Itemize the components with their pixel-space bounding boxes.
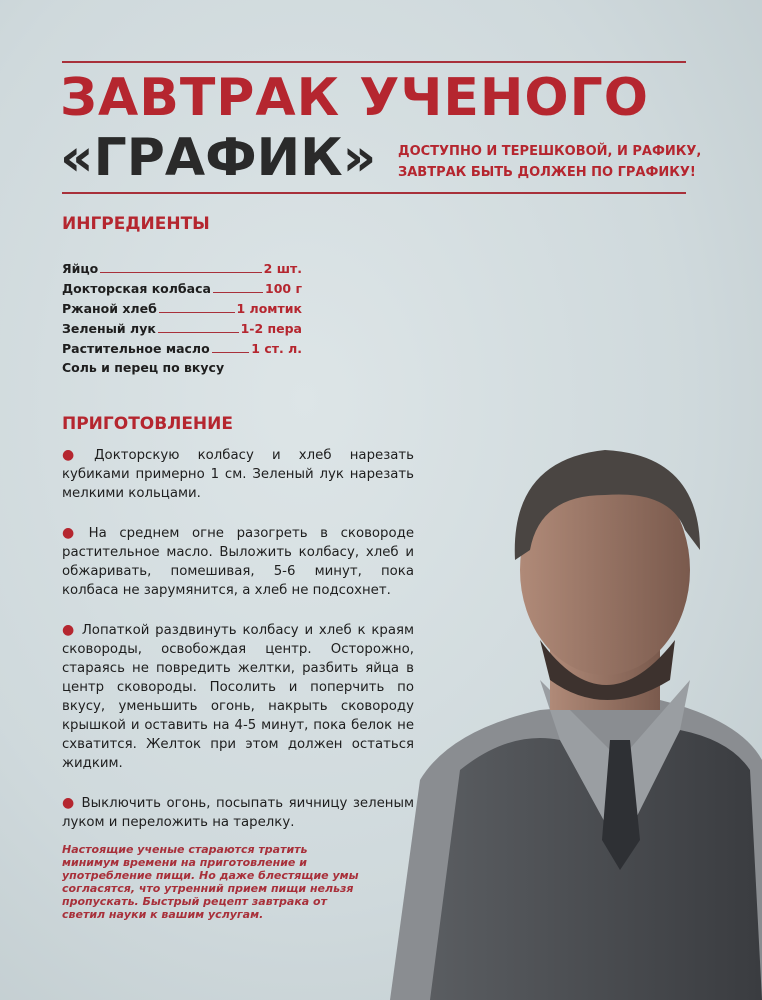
top-rule: [62, 61, 686, 63]
note-text: Настоящие ученые стараются тратить минимум времени на приготовление и употребление пищи. Но даже блестящие умы согласятся, что утренний прием пищи нельзя пропускать. Быстрый рецепт завтрака от светил науки к вашим услугам.: [62, 843, 359, 921]
title-line2: «ГРАФИК»: [60, 128, 377, 188]
ingredient-row: [62, 280, 302, 300]
ingredient-qty: 1 ломтик: [236, 301, 302, 316]
slogan-line2: ЗАВТРАК БЫТЬ ДОЛЖЕН ПО ГРАФИКУ!: [398, 165, 696, 180]
ingredient-extra-text: Соль и перец по вкусу: [62, 360, 225, 375]
ingredient-name: Яйцо: [62, 261, 99, 276]
step: [62, 794, 414, 832]
step-text: Докторскую колбасу и хлеб нарезать кубиками примерно 1 см. Зеленый лук нарезать мелкими кольцами.: [62, 448, 414, 501]
ingredient-name: Ржаной хлеб: [62, 301, 157, 316]
ingredient-name: Растительное масло: [62, 341, 210, 356]
ingredient-name: Докторская колбаса: [62, 281, 211, 296]
title-line1: ЗАВТРАК УЧЕНОГО: [60, 68, 649, 128]
ingredient-row: [62, 320, 302, 340]
slogan: [398, 141, 701, 183]
bullet-icon: ●: [62, 795, 76, 811]
scientist-illustration: [390, 440, 762, 1000]
step-text: Лопаткой раздвинуть колбасу и хлеб к краям сковороды, освобождая центр. Осторожно, стараясь не повредить желтки, разбить яйца в центр сковороды. Посолить и поперчить по вкусу, уменьшить огонь, накрыть сковороду крышкой и оставить на 4-5 минут, пока белок не схватится. Желток при этом должен остаться жидким.: [62, 623, 414, 771]
step-text: Выключить огонь, посыпать яичницу зеленым луком и переложить на тарелку.: [62, 796, 415, 830]
ingredient-name: Зеленый лук: [62, 321, 156, 336]
ingredient-qty: 1-2 пера: [240, 321, 302, 336]
ingredient-extra: [62, 360, 302, 380]
preparation-steps: [62, 446, 414, 853]
ingredients-heading: ИНГРЕДИЕНТЫ: [62, 214, 210, 234]
slogan-line1: ДОСТУПНО И ТЕРЕШКОВОЙ, И РАФИКУ,: [398, 144, 702, 159]
step-text: На среднем огне разогреть в сковороде растительное масло. Выложить колбасу, хлеб и обжаривать, помешивая, 5-6 минут, пока колбаса не зарумянится, а хлеб не подсохнет.: [62, 526, 414, 598]
step: [62, 621, 414, 773]
preparation-heading: ПРИГОТОВЛЕНИЕ: [62, 414, 234, 434]
step: [62, 524, 414, 600]
bullet-icon: ●: [62, 525, 83, 541]
bottom-rule: [62, 192, 686, 194]
ingredient-row: [62, 300, 302, 320]
ingredient-qty: 2 шт.: [263, 261, 302, 276]
ingredient-row: [62, 260, 302, 280]
ingredient-row: [62, 340, 302, 360]
ingredient-qty: 100 г: [265, 281, 302, 296]
bullet-icon: ●: [62, 447, 89, 463]
ingredients-list: [62, 260, 302, 380]
bullet-icon: ●: [62, 622, 76, 638]
step: [62, 446, 414, 503]
ingredient-qty: 1 ст. л.: [251, 341, 302, 356]
